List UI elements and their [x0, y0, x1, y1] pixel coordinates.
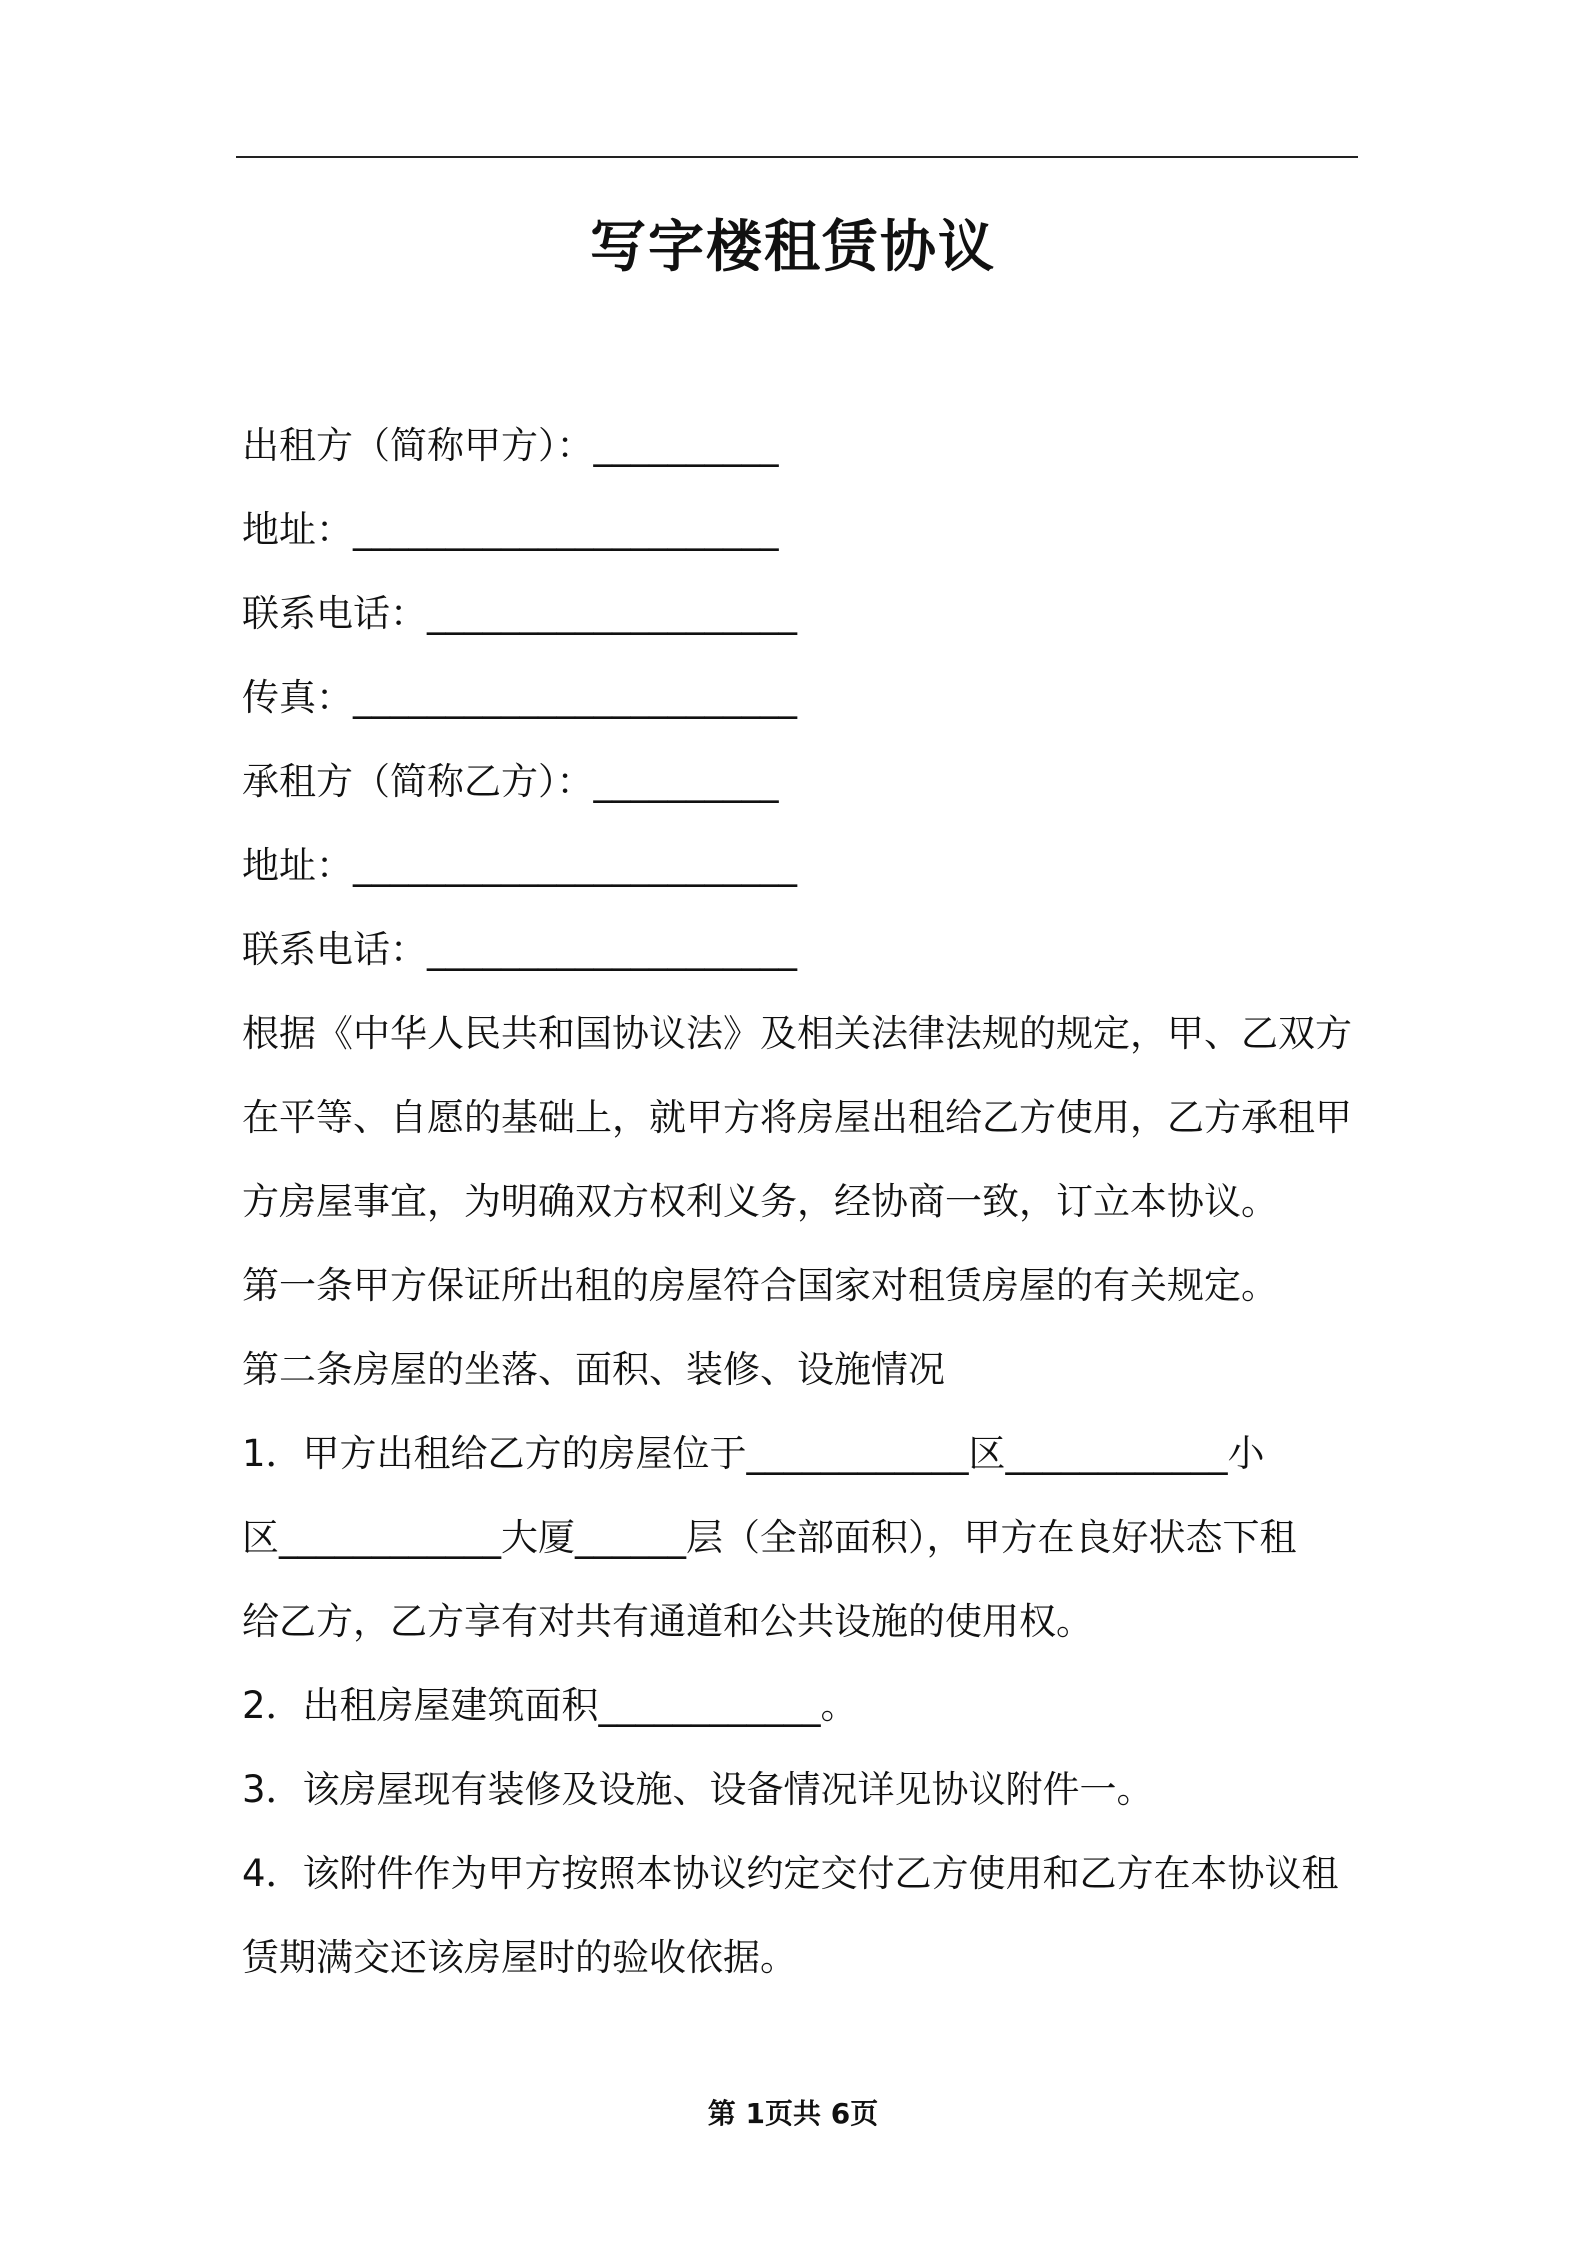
clause-line: 4．该附件作为甲方按照本协议约定交付乙方使用和乙方在本协议租 [242, 1852, 1339, 1895]
lessee-address-line: 地址：________________________ [242, 844, 797, 887]
preamble-line: 根据《中华人民共和国协议法》及相关法律法规的规定，甲、乙双方 [242, 1012, 1352, 1055]
header-rule [236, 156, 1358, 158]
lessee-phone-line: 联系电话：____________________ [242, 928, 797, 971]
lessee-line: 承租方（简称乙方）：__________ [242, 760, 779, 803]
article-2-heading: 第二条房屋的坐落、面积、装修、设施情况 [242, 1348, 945, 1391]
lessor-fax-line: 传真：________________________ [242, 676, 797, 719]
clause-line: 赁期满交还该房屋时的验收依据。 [242, 1936, 797, 1979]
preamble-line: 在平等、自愿的基础上，就甲方将房屋出租给乙方使用，乙方承租甲 [242, 1096, 1352, 1139]
lessor-line: 出租方（简称甲方）：__________ [242, 424, 779, 467]
clause-line: 3．该房屋现有装修及设施、设备情况详见协议附件一。 [242, 1768, 1154, 1811]
clause-line: 给乙方，乙方享有对共有通道和公共设施的使用权。 [242, 1600, 1093, 1643]
clause-line: 2．出租房屋建筑面积____________。 [242, 1684, 858, 1727]
lessor-address-line: 地址：_______________________ [242, 508, 779, 551]
article-1-line: 第一条甲方保证所出租的房屋符合国家对租赁房屋的有关规定。 [242, 1264, 1278, 1307]
lessor-phone-line: 联系电话：____________________ [242, 592, 797, 635]
page-footer: 第 1页共 6页 [707, 2097, 879, 2130]
document-body [242, 404, 1352, 2000]
clause-line: 1．甲方出租给乙方的房屋位于____________区____________小 [242, 1432, 1265, 1475]
preamble-line: 方房屋事宜，为明确双方权利义务，经协商一致，订立本协议。 [242, 1180, 1278, 1223]
clause-line: 区____________大厦______层（全部面积），甲方在良好状态下租 [242, 1516, 1297, 1559]
document-title: 写字楼租赁协议 [590, 215, 996, 280]
